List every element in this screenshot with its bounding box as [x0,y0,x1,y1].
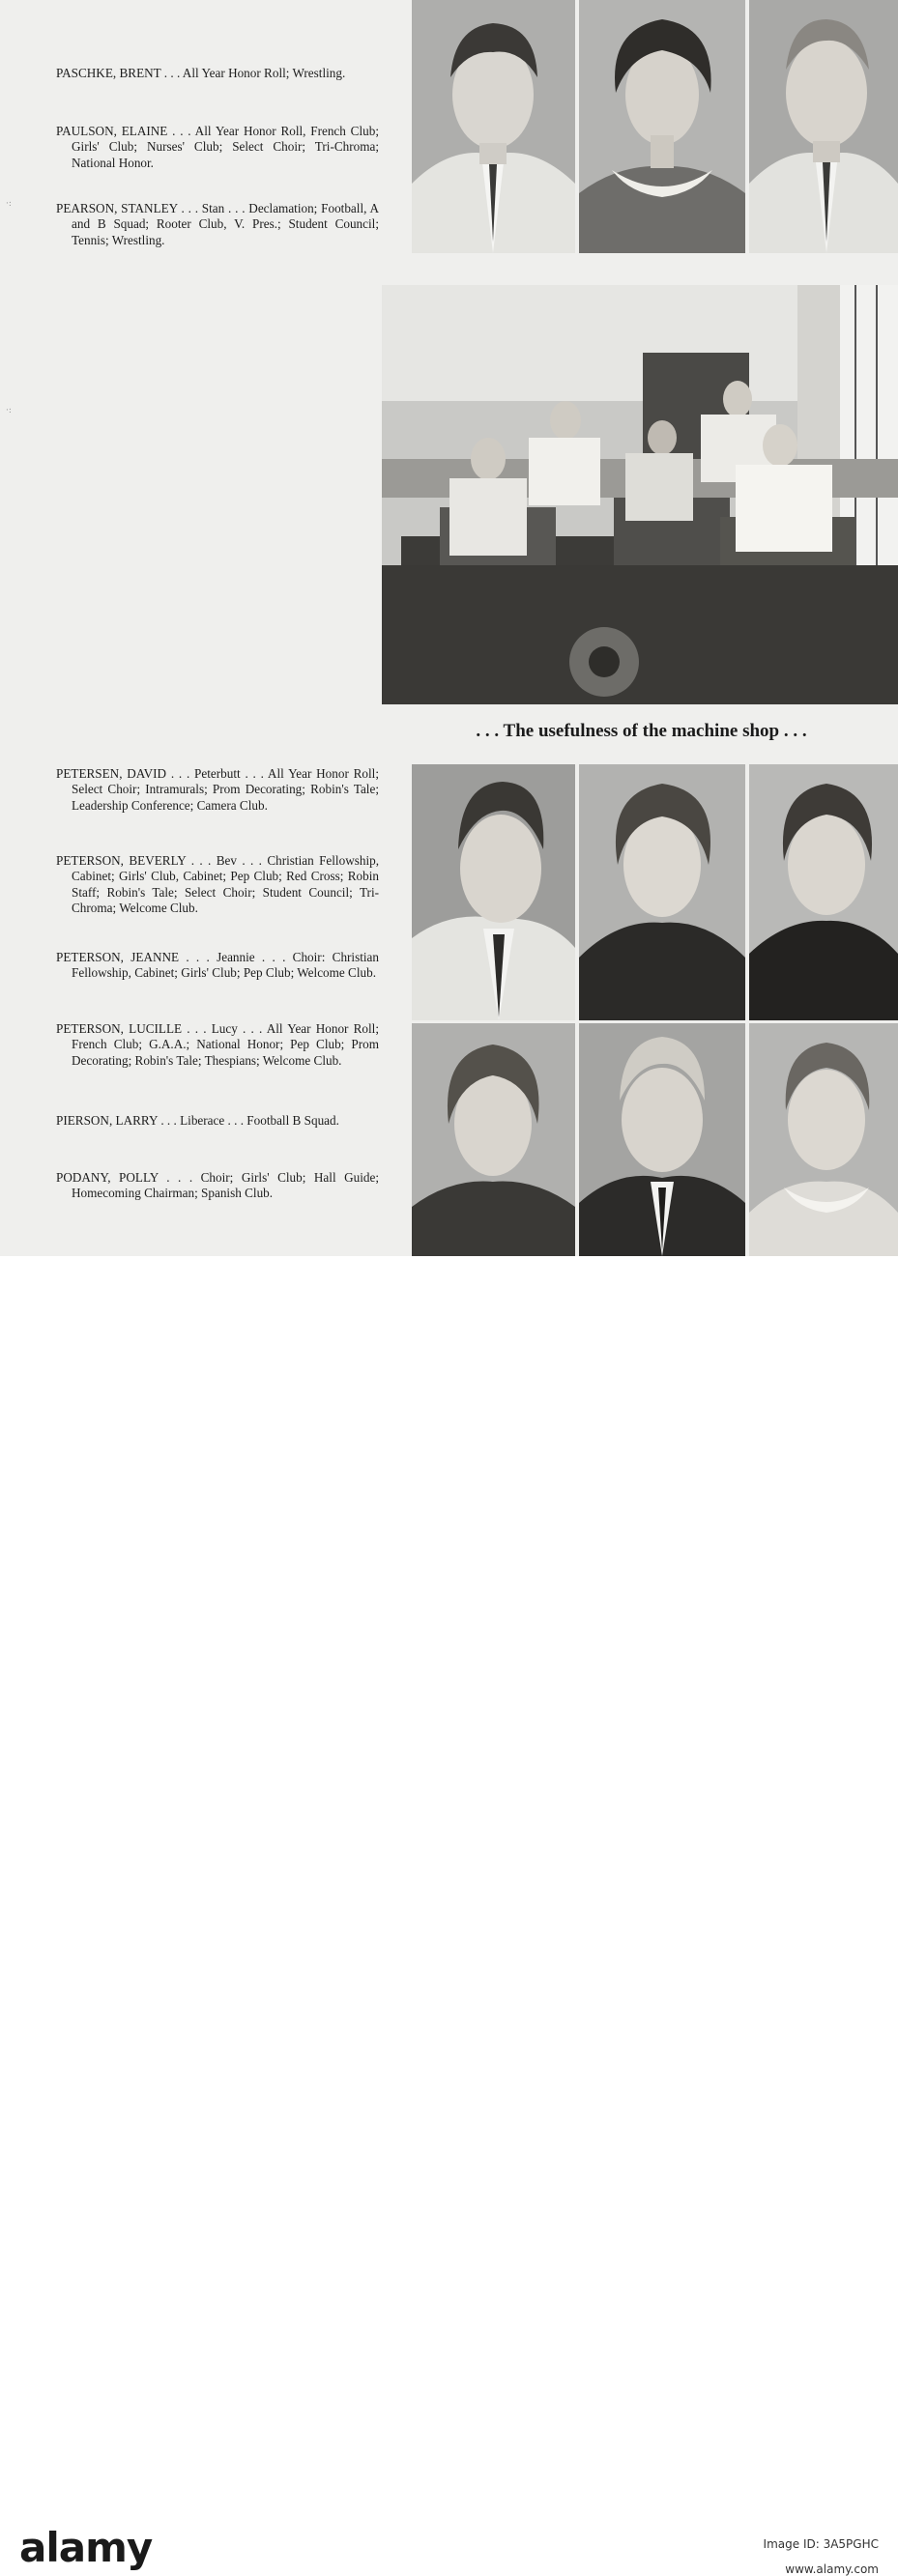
student-entry-pearson: PEARSON, STANLEY . . . Stan . . . Declamation; Football, A and B Squad; Rooter Club, V. Pres.; Student Council; Tennis; Wrestling. [56,201,379,247]
machine-shop-photo [382,285,898,704]
portrait-photo-male [749,0,898,253]
student-entry-petersen-david: PETERSEN, DAVID . . . Peterbutt . . . All Year Honor Roll; Select Choir; Intramurals; Prom Decorating; Robin's Tale; Leadership Conference; Camera Club. [56,766,379,813]
alamy-url[interactable]: www.alamy.com [785,2562,879,2576]
image-id-text: Image ID: 3A5PGHC [763,2537,879,2551]
student-entry-paulson: PAULSON, ELAINE . . . All Year Honor Roll, French Club; Girls' Club; Nurses' Club; Select Choir; Tri-Chroma; National Honor. [56,124,379,170]
portrait-photo-female [579,0,745,253]
watermark-footer [0,1256,898,2576]
student-entry-peterson-jeanne: PETERSON, JEANNE . . . Jeannie . . . Choir: Christian Fellowship, Cabinet; Girls' Club; Pep Club; Welcome Club. [56,950,379,981]
portrait-photo-female [749,764,898,1020]
student-entry-peterson-beverly: PETERSON, BEVERLY . . . Bev . . . Christian Fellowship, Cabinet; Girls' Club, Cabinet; Pep Club; Red Cross; Robin Staff; Robin's Tale; Select Choir; Student Council; Tri-Chroma; Welcome Club. [56,853,379,916]
student-entry-podany-polly: PODANY, POLLY . . . Choir; Girls' Club; Hall Guide; Homecoming Chairman; Spanish Club. [56,1170,379,1201]
portrait-photo-female [579,764,745,1020]
alamy-logo[interactable]: alamy [19,2524,153,2571]
portrait-photo-male [412,764,575,1020]
portrait-photo-male [579,1023,745,1256]
yearbook-page [0,0,898,1256]
photo-caption: . . . The usefulness of the machine shop . . . [476,721,807,741]
student-entry-paschke: PASCHKE, BRENT . . . All Year Honor Roll; Wrestling. [56,66,346,80]
margin-mark: ·: [6,199,12,209]
student-entry-peterson-lucille: PETERSON, LUCILLE . . . Lucy . . . All Year Honor Roll; French Club; G.A.A.; National Honor; Pep Club; Prom Decorating; Robin's Tale; Thespians; Welcome Club. [56,1021,379,1068]
portrait-photo-female [412,1023,575,1256]
portrait-photo-male [412,0,575,253]
margin-mark: ·: [6,406,12,415]
portrait-photo-female [749,1023,898,1256]
student-entry-pierson-larry: PIERSON, LARRY . . . Liberace . . . Football B Squad. [56,1113,339,1128]
